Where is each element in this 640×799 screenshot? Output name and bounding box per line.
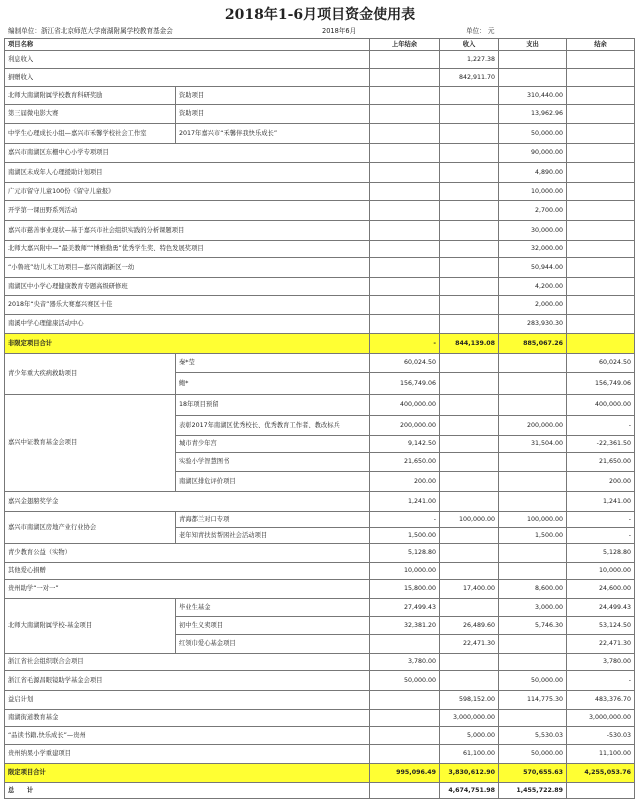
table-row — [5, 654, 635, 671]
expense-cell: 310,440.00 — [499, 87, 567, 105]
sub-project-cell: 秦*莹 — [176, 354, 370, 373]
balance-cell — [567, 51, 635, 69]
expense-cell — [499, 354, 567, 373]
table-row — [5, 745, 635, 764]
expense-cell: 4,890.00 — [499, 163, 567, 183]
income-cell — [440, 453, 499, 472]
table-row — [5, 512, 635, 528]
income-cell — [440, 472, 499, 492]
project-name-cell: 南湖街道教育基金 — [5, 710, 370, 727]
income-cell — [440, 278, 499, 296]
balance-cell: 1,241.00 — [567, 492, 635, 512]
project-name-cell: 利息收入 — [5, 51, 370, 69]
table-row — [5, 296, 635, 315]
prev-balance-cell: 21,650.00 — [370, 453, 440, 472]
income-cell — [440, 492, 499, 512]
expense-cell: 50,000.00 — [499, 745, 567, 764]
project-name-cell: 浙江省毛源昌眼镜助学基金会项目 — [5, 671, 370, 691]
prev-balance-cell — [370, 710, 440, 727]
table-row — [5, 241, 635, 258]
expense-cell: 3,000.00 — [499, 599, 567, 617]
expense-cell: 13,962.96 — [499, 105, 567, 124]
balance-cell: - — [567, 512, 635, 528]
project-name-cell: 青少年重大疾病救助项目 — [5, 354, 176, 395]
table-row — [5, 563, 635, 580]
expense-cell — [499, 51, 567, 69]
prev-balance-cell — [370, 296, 440, 315]
project-name-cell: 南湖区未成年人心理援助计划项目 — [5, 163, 370, 183]
income-cell — [440, 528, 499, 544]
prev-balance-cell — [370, 183, 440, 201]
project-name-cell: 北师大南湖附属学校-基金项目 — [5, 599, 176, 654]
balance-cell: 53,124.50 — [567, 617, 635, 635]
table-row — [5, 783, 635, 799]
table-row — [5, 544, 635, 563]
project-name-cell: 南湖区中小学心理健康教育专题高级研修班 — [5, 278, 370, 296]
income-cell — [440, 436, 499, 453]
project-name-cell: 青少教育公益（实物） — [5, 544, 370, 563]
balance-cell: 24,499.43 — [567, 599, 635, 617]
balance-cell: 21,650.00 — [567, 453, 635, 472]
header-prev-balance: 上年结余 — [370, 39, 440, 51]
project-name-cell: 第三届微电影大赛 — [5, 105, 176, 124]
balance-cell — [567, 69, 635, 87]
table-row — [5, 258, 635, 278]
balance-cell — [567, 183, 635, 201]
income-cell — [440, 163, 499, 183]
income-cell — [440, 258, 499, 278]
prev-balance-cell: 1,241.00 — [370, 492, 440, 512]
header-balance: 结余 — [567, 39, 635, 51]
income-cell: 61,100.00 — [440, 745, 499, 764]
prev-balance-cell — [370, 783, 440, 799]
balance-cell: - — [567, 671, 635, 691]
income-cell — [440, 354, 499, 373]
sub-project-cell: 18年项目预留 — [176, 395, 370, 416]
expense-cell: 283,930.30 — [499, 315, 567, 334]
income-cell: 3,830,612.90 — [440, 764, 499, 783]
balance-cell: - — [567, 416, 635, 436]
table-row — [5, 354, 635, 373]
income-cell: 1,227.38 — [440, 51, 499, 69]
income-cell — [440, 221, 499, 241]
prev-balance-cell: 15,800.00 — [370, 580, 440, 599]
prev-balance-cell — [370, 691, 440, 710]
sub-project-cell: 2017年嘉兴市“禾馨伴我快乐成长” — [176, 124, 370, 144]
expense-cell: 31,504.00 — [499, 436, 567, 453]
table-row — [5, 710, 635, 727]
table-row — [5, 124, 635, 144]
table-row — [5, 580, 635, 599]
income-cell: 26,489.60 — [440, 617, 499, 635]
income-cell — [440, 144, 499, 163]
table-row — [5, 105, 635, 124]
income-cell — [440, 395, 499, 416]
expense-cell: 2,700.00 — [499, 201, 567, 221]
balance-cell: 400,000.00 — [567, 395, 635, 416]
prev-balance-cell — [370, 278, 440, 296]
project-name-cell: “品读书籍,快乐成长”—贵州 — [5, 727, 370, 745]
balance-cell: 3,000,000.00 — [567, 710, 635, 727]
income-cell: 100,000.00 — [440, 512, 499, 528]
balance-cell — [567, 201, 635, 221]
prev-balance-cell — [370, 69, 440, 87]
expense-cell — [499, 492, 567, 512]
table-title: 2018年1-6月项目资金使用表 — [224, 7, 416, 23]
income-cell — [440, 563, 499, 580]
expense-cell: 200,000.00 — [499, 416, 567, 436]
project-name-cell: 限定项目合计 — [5, 764, 370, 783]
prev-balance-cell: 995,096.49 — [370, 764, 440, 783]
income-cell — [440, 241, 499, 258]
expense-cell: 885,067.26 — [499, 334, 567, 354]
income-cell: 4,674,751.98 — [440, 783, 499, 799]
table-row — [5, 69, 635, 87]
sub-project-cell: 毕业生基金 — [176, 599, 370, 617]
prev-balance-cell: 200,000.00 — [370, 416, 440, 436]
prev-balance-cell: 27,499.43 — [370, 599, 440, 617]
expense-cell: 4,200.00 — [499, 278, 567, 296]
balance-cell: - — [567, 528, 635, 544]
income-cell — [440, 124, 499, 144]
project-name-cell: 嘉兴市南湖区东栅中心小学专项项目 — [5, 144, 370, 163]
table-row — [5, 183, 635, 201]
expense-cell: 32,000.00 — [499, 241, 567, 258]
income-cell — [440, 544, 499, 563]
expense-cell: 50,944.00 — [499, 258, 567, 278]
expense-cell — [499, 544, 567, 563]
prev-balance-cell — [370, 221, 440, 241]
income-cell: 842,911.70 — [440, 69, 499, 87]
sub-project-cell: 初中生义卖项目 — [176, 617, 370, 635]
balance-cell — [567, 163, 635, 183]
balance-cell — [567, 87, 635, 105]
sub-project-cell: 老年知青扶贫帮困社会活动项目 — [176, 528, 370, 544]
balance-cell — [567, 296, 635, 315]
income-cell — [440, 599, 499, 617]
balance-cell: 3,780.00 — [567, 654, 635, 671]
income-cell — [440, 315, 499, 334]
project-name-cell: “小鲁班”幼儿木工坊项目—嘉兴南湖新区一幼 — [5, 258, 370, 278]
balance-cell — [567, 334, 635, 354]
prev-balance-cell — [370, 201, 440, 221]
prev-balance-cell: - — [370, 512, 440, 528]
balance-cell: -22,361.50 — [567, 436, 635, 453]
project-name-cell: 捐赠收入 — [5, 69, 370, 87]
sub-project-cell: 南湖区排危评价项目 — [176, 472, 370, 492]
balance-cell — [567, 241, 635, 258]
income-cell — [440, 671, 499, 691]
expense-cell — [499, 710, 567, 727]
balance-cell: 200.00 — [567, 472, 635, 492]
unit-label: 单位： 元 — [466, 27, 495, 35]
balance-cell — [567, 105, 635, 124]
table-row — [5, 395, 635, 416]
prev-balance-cell — [370, 745, 440, 764]
fund-usage-table — [4, 38, 635, 799]
expense-cell: 30,000.00 — [499, 221, 567, 241]
table-row — [5, 764, 635, 783]
project-name-cell: 总 计 — [5, 783, 370, 799]
expense-cell: 8,600.00 — [499, 580, 567, 599]
table-row — [5, 671, 635, 691]
project-name-cell: 南溪中学心理健康活动中心 — [5, 315, 370, 334]
prev-balance-cell — [370, 635, 440, 654]
org-label: 编制单位：浙江省北京师范大学南湖附属学校教育基金会 — [8, 27, 173, 35]
table-row — [5, 727, 635, 745]
balance-cell: 4,255,053.76 — [567, 764, 635, 783]
table-row — [5, 599, 635, 617]
header-row — [5, 39, 635, 51]
income-cell — [440, 183, 499, 201]
expense-cell — [499, 654, 567, 671]
expense-cell: 50,000.00 — [499, 124, 567, 144]
income-cell — [440, 105, 499, 124]
balance-cell — [567, 258, 635, 278]
balance-cell — [567, 124, 635, 144]
project-name-cell: 中学生心理成长小组—嘉兴市禾馨学校社会工作室 — [5, 124, 176, 144]
expense-cell: 570,655.63 — [499, 764, 567, 783]
project-name-cell: 嘉兴市慈善事业现状—基于嘉兴市社会组织实践的分析课题项目 — [5, 221, 370, 241]
income-cell — [440, 373, 499, 395]
sub-project-cell: 实验小学智慧图书 — [176, 453, 370, 472]
expense-cell — [499, 69, 567, 87]
income-cell: 3,000,000.00 — [440, 710, 499, 727]
expense-cell: 1,500.00 — [499, 528, 567, 544]
table-row — [5, 278, 635, 296]
prev-balance-cell — [370, 258, 440, 278]
balance-cell — [567, 783, 635, 799]
income-cell: 17,400.00 — [440, 580, 499, 599]
expense-cell: 50,000.00 — [499, 671, 567, 691]
expense-cell: 90,000.00 — [499, 144, 567, 163]
sub-project-cell: 红领巾爱心基金项目 — [176, 635, 370, 654]
expense-cell: 100,000.00 — [499, 512, 567, 528]
table-row — [5, 334, 635, 354]
income-cell: 5,000.00 — [440, 727, 499, 745]
income-cell — [440, 201, 499, 221]
table-row — [5, 315, 635, 334]
balance-cell: 11,100.00 — [567, 745, 635, 764]
prev-balance-cell — [370, 163, 440, 183]
sub-project-cell: 资助项目 — [176, 87, 370, 105]
prev-balance-cell — [370, 144, 440, 163]
project-name-cell: 贵州纳果小学重建项目 — [5, 745, 370, 764]
project-name-cell: 开学第一课田野系列活动 — [5, 201, 370, 221]
expense-cell — [499, 563, 567, 580]
table-row — [5, 691, 635, 710]
income-cell — [440, 87, 499, 105]
balance-cell: 483,376.70 — [567, 691, 635, 710]
prev-balance-cell: 32,381.20 — [370, 617, 440, 635]
expense-cell — [499, 395, 567, 416]
expense-cell: 5,530.03 — [499, 727, 567, 745]
expense-cell: 2,000.00 — [499, 296, 567, 315]
project-name-cell: 2018年“央音”器乐大赛嘉兴赛区十佳 — [5, 296, 370, 315]
header-project-name: 项目名称 — [5, 39, 370, 51]
expense-cell: 1,455,722.89 — [499, 783, 567, 799]
income-cell — [440, 416, 499, 436]
income-cell — [440, 296, 499, 315]
table-row — [5, 221, 635, 241]
project-name-cell: 嘉兴中证教育基金会项目 — [5, 395, 176, 492]
prev-balance-cell: 9,142.50 — [370, 436, 440, 453]
project-name-cell: 非限定项目合计 — [5, 334, 370, 354]
project-name-cell: 广元市留守儿童100份《留守儿童报》 — [5, 183, 370, 201]
prev-balance-cell: 1,500.00 — [370, 528, 440, 544]
sub-project-cell: 表彰2017年南湖区优秀校长、优秀教育工作者、教改标兵 — [176, 416, 370, 436]
balance-cell — [567, 221, 635, 241]
income-cell: 844,139.08 — [440, 334, 499, 354]
table-row — [5, 51, 635, 69]
sub-project-cell: 资助项目 — [176, 105, 370, 124]
date-label: 2018年6月 — [322, 27, 357, 35]
prev-balance-cell: 10,000.00 — [370, 563, 440, 580]
prev-balance-cell: - — [370, 334, 440, 354]
balance-cell: 5,128.80 — [567, 544, 635, 563]
balance-cell — [567, 315, 635, 334]
project-name-cell: 其他爱心捐赠 — [5, 563, 370, 580]
prev-balance-cell — [370, 124, 440, 144]
header-expense: 支出 — [499, 39, 567, 51]
project-name-cell: 北师大嘉兴附中—“最美教师”“博雅勤勇”优秀学生奖、特色发展奖项目 — [5, 241, 370, 258]
header-income: 收入 — [440, 39, 499, 51]
prev-balance-cell — [370, 241, 440, 258]
balance-cell: 10,000.00 — [567, 563, 635, 580]
income-cell: 22,471.30 — [440, 635, 499, 654]
prev-balance-cell: 156,749.06 — [370, 373, 440, 395]
expense-cell: 10,000.00 — [499, 183, 567, 201]
expense-cell — [499, 373, 567, 395]
table-row — [5, 201, 635, 221]
sub-project-cell: 鲍* — [176, 373, 370, 395]
balance-cell: 156,749.06 — [567, 373, 635, 395]
balance-cell — [567, 144, 635, 163]
expense-cell — [499, 635, 567, 654]
balance-cell: -530.03 — [567, 727, 635, 745]
income-cell — [440, 654, 499, 671]
prev-balance-cell — [370, 51, 440, 69]
project-name-cell: 浙江省社会组织联合会项目 — [5, 654, 370, 671]
prev-balance-cell: 5,128.80 — [370, 544, 440, 563]
prev-balance-cell — [370, 315, 440, 334]
prev-balance-cell: 50,000.00 — [370, 671, 440, 691]
sub-project-cell: 城市青少年宫 — [176, 436, 370, 453]
prev-balance-cell: 60,024.50 — [370, 354, 440, 373]
balance-cell: 24,600.00 — [567, 580, 635, 599]
balance-cell — [567, 278, 635, 296]
sub-project-cell: 青海都兰对口专项 — [176, 512, 370, 528]
prev-balance-cell — [370, 87, 440, 105]
expense-cell — [499, 472, 567, 492]
fund-usage-table-body — [5, 39, 635, 799]
table-row — [5, 492, 635, 512]
prev-balance-cell: 200.00 — [370, 472, 440, 492]
prev-balance-cell: 3,780.00 — [370, 654, 440, 671]
prev-balance-cell — [370, 727, 440, 745]
prev-balance-cell — [370, 105, 440, 124]
balance-cell: 60,024.50 — [567, 354, 635, 373]
project-name-cell: 益启计划 — [5, 691, 370, 710]
expense-cell: 5,746.30 — [499, 617, 567, 635]
prev-balance-cell: 400,000.00 — [370, 395, 440, 416]
table-row — [5, 163, 635, 183]
expense-cell: 114,775.30 — [499, 691, 567, 710]
table-row — [5, 87, 635, 105]
expense-cell — [499, 453, 567, 472]
project-name-cell: 嘉兴市南湖区房地产业行业协会 — [5, 512, 176, 544]
project-name-cell: 北师大南湖附属学校教育科研奖励 — [5, 87, 176, 105]
project-name-cell: 贵州助学“一对一” — [5, 580, 370, 599]
project-name-cell: 嘉兴金翅膀奖学金 — [5, 492, 370, 512]
balance-cell: 22,471.30 — [567, 635, 635, 654]
table-row — [5, 144, 635, 163]
income-cell: 598,152.00 — [440, 691, 499, 710]
